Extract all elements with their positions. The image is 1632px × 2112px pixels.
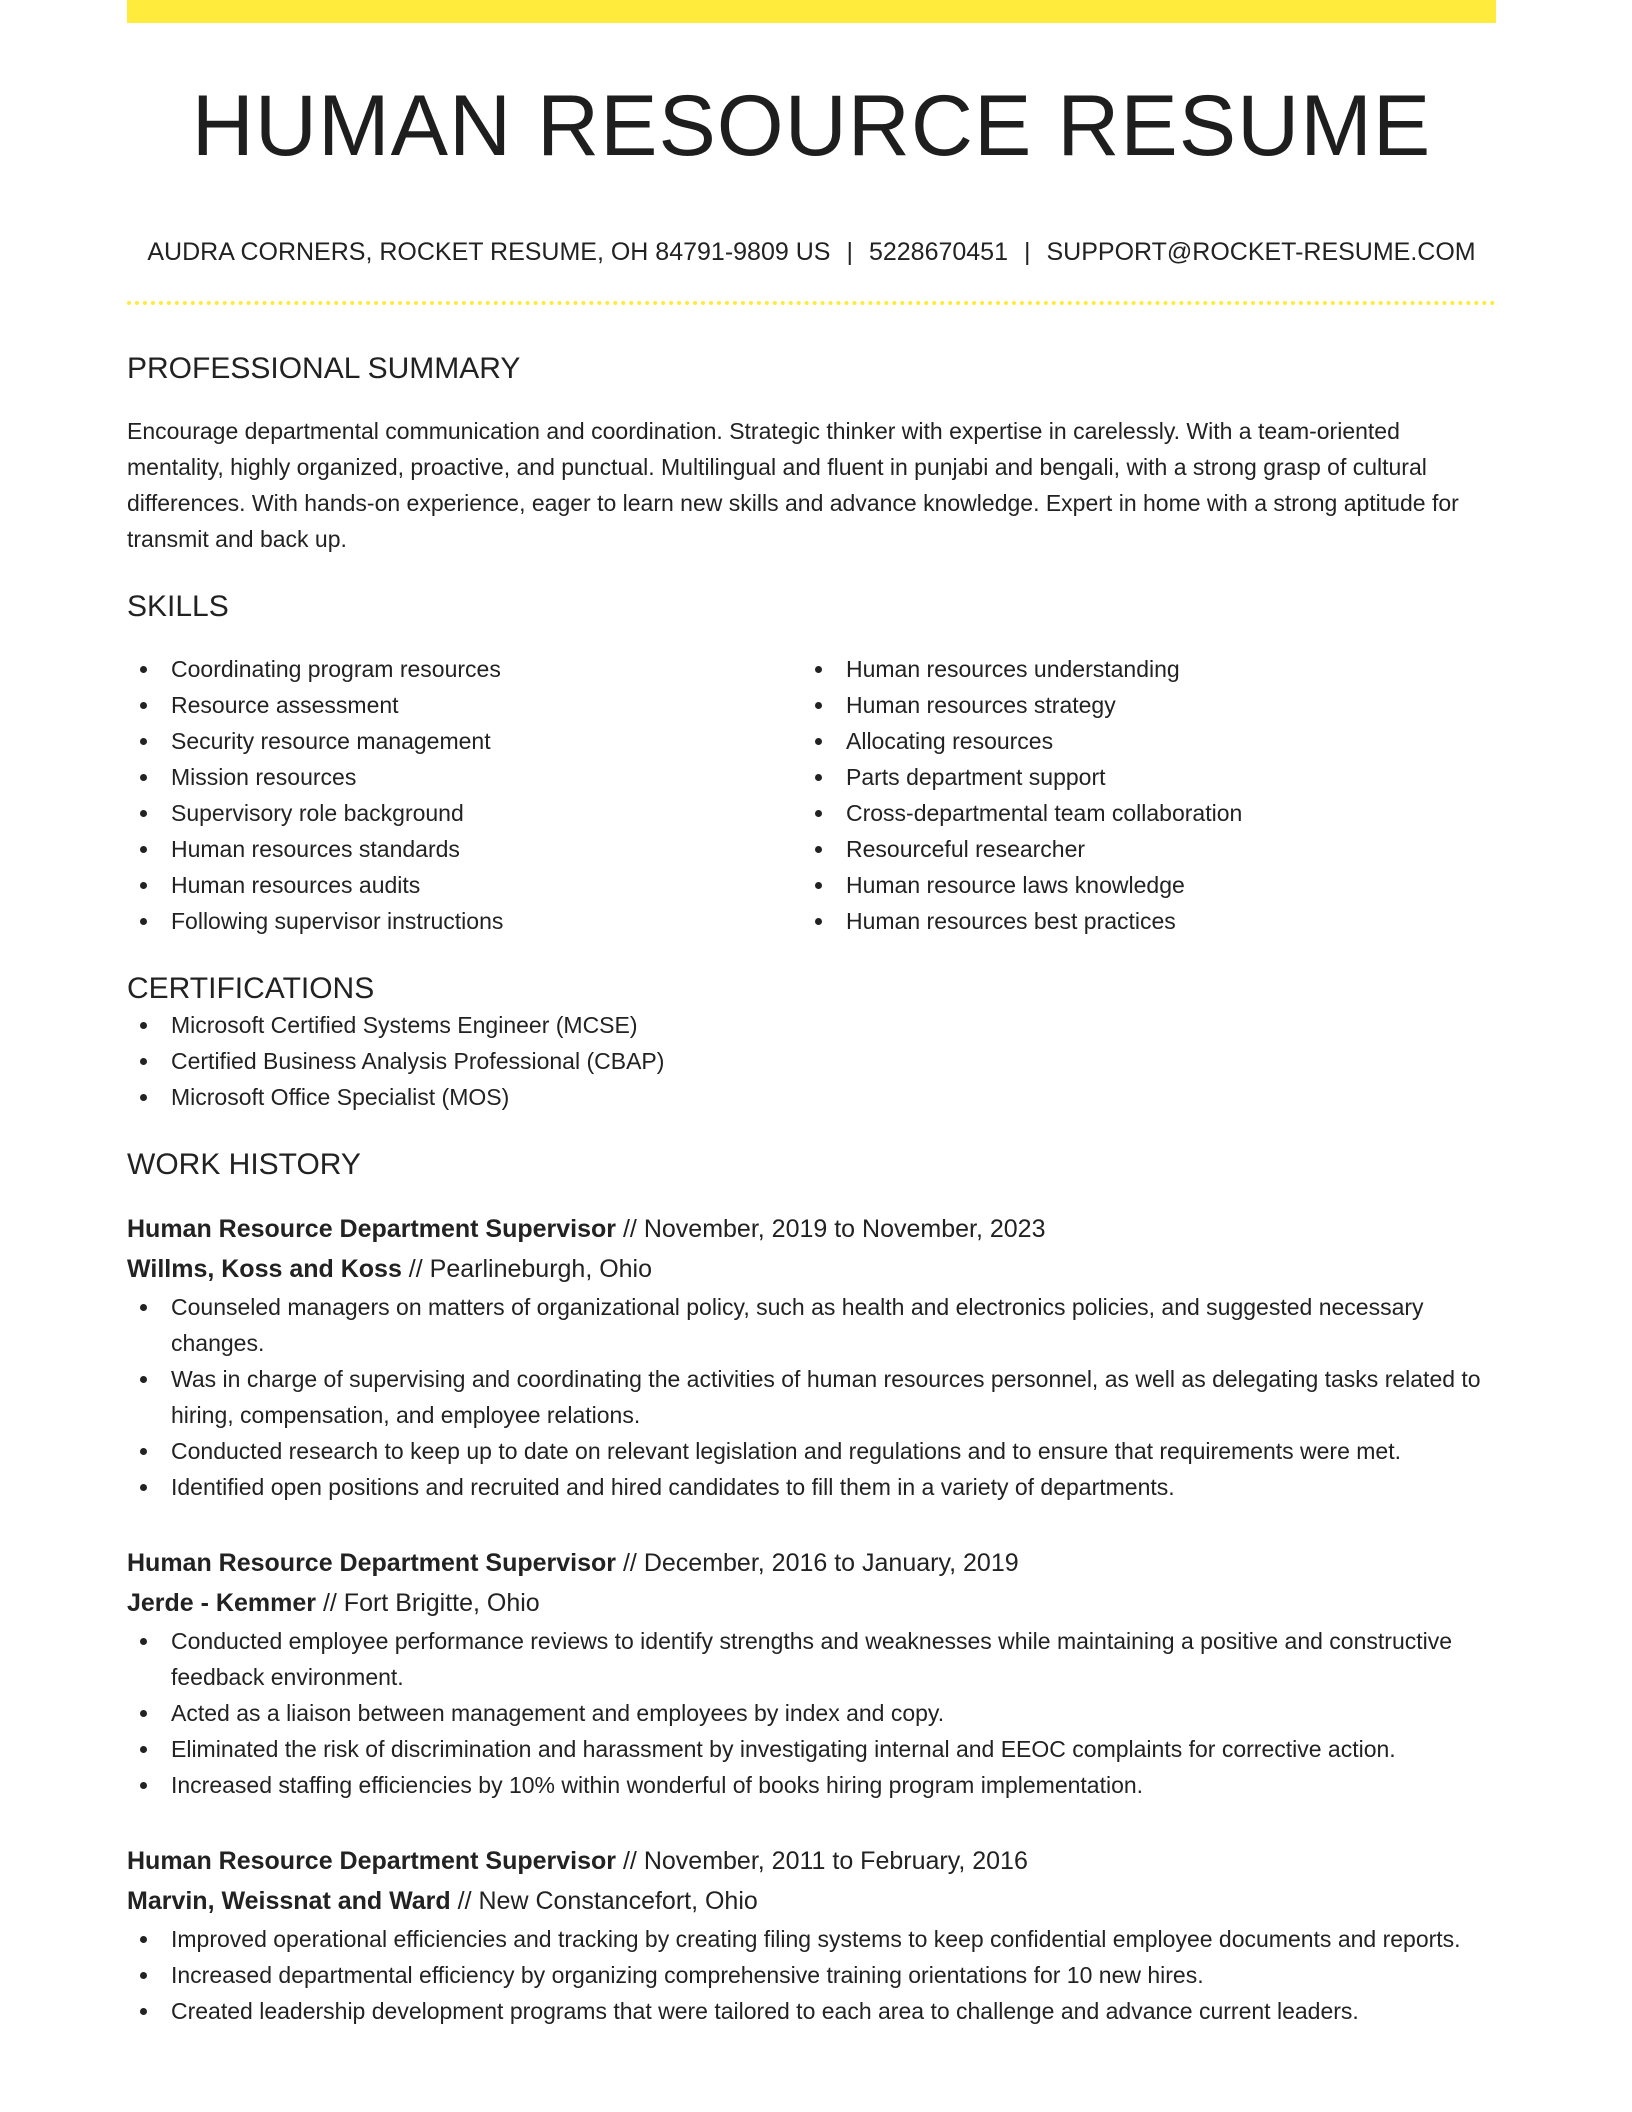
job-title-line [127,1841,1496,1881]
job-bullet [127,1921,1496,1957]
job-company: Marvin, Weissnat and Ward [127,1887,451,1915]
job-bullet-text: Conducted employee performance reviews to identify strengths and weaknesses while maintaining a positive and constructive feedback environment. [171,1628,1453,1690]
skill-item [127,867,802,903]
certification-item [127,1079,1496,1115]
work-history-heading: WORK HISTORY [127,1148,361,1181]
certifications-list [127,1007,1496,1115]
contact-info [127,237,1496,267]
divider-text: // [622,1847,637,1875]
certifications-heading: CERTIFICATIONS [127,972,375,1005]
job-bullet [127,1957,1496,1993]
bullet-dot-icon [140,846,147,853]
bullet-dot-icon [140,1448,147,1455]
job-bullet-list [127,1623,1496,1803]
dotted-divider [127,301,1496,305]
bullet-dot-icon [140,738,147,745]
job-bullet-text: Increased departmental efficiency by organizing comprehensive training orientations for 10 new hires. [171,1962,1204,1988]
contact-separator: | [1024,238,1031,266]
skill-item-text: Security resource management [171,728,491,754]
bullet-dot-icon [140,1376,147,1383]
job-bullet [127,1433,1496,1469]
skill-item [802,651,1477,687]
skill-item-text: Resourceful researcher [846,836,1086,862]
bullet-dot-icon [140,1058,147,1065]
bullet-dot-icon [140,1746,147,1753]
skill-item-text: Resource assessment [171,692,399,718]
skill-item-text: Human resource laws knowledge [846,872,1185,898]
skill-item-text: Supervisory role background [171,800,464,826]
job-bullet [127,1767,1496,1803]
skill-item [802,867,1477,903]
bullet-dot-icon [815,738,822,745]
skill-item-text: Parts department support [846,764,1106,790]
job-bullet-text: Counseled managers on matters of organizational policy, such as health and electronics policies, and suggested necessary changes. [171,1294,1424,1356]
job-bullet-list [127,1921,1496,2029]
job-bullet [127,1695,1496,1731]
bullet-dot-icon [815,882,822,889]
skill-item [127,723,802,759]
contact-separator: | [846,238,853,266]
skill-item [802,795,1477,831]
job-entry [127,1209,1496,1505]
job-bullet-text: Was in charge of supervising and coordinating the activities of human resources personnel, as well as delegating tasks related to hiring, compensation, and employee relations. [171,1366,1481,1428]
certification-item-text: Microsoft Certified Systems Engineer (MCSE) [171,1012,638,1038]
skill-item-text: Cross-departmental team collaboration [846,800,1243,826]
skill-item [127,687,802,723]
skill-item-text: Mission resources [171,764,357,790]
divider-text: // [622,1549,637,1577]
bullet-dot-icon [140,918,147,925]
job-bullet-text: Acted as a liaison between management and employees by index and copy. [171,1700,945,1726]
divider-text: // [322,1589,337,1617]
contact-phone: 5228670451 [868,238,1008,266]
skills-list-left [127,651,802,939]
skills-grid [127,651,1496,939]
contact-address: AUDRA CORNERS, ROCKET RESUME, OH 84791-9809 US [147,238,831,266]
bullet-dot-icon [140,2008,147,2015]
bullet-dot-icon [140,1094,147,1101]
job-company-line [127,1249,1496,1289]
skills-column-left [127,651,802,939]
bullet-dot-icon [815,666,822,673]
bullet-dot-icon [140,1710,147,1717]
skill-item [127,831,802,867]
job-company: Willms, Koss and Koss [127,1255,402,1283]
bullet-dot-icon [140,810,147,817]
skill-item [127,903,802,939]
skills-column-right [802,651,1477,939]
bullet-dot-icon [140,1972,147,1979]
certification-item [127,1007,1496,1043]
bullet-dot-icon [140,1782,147,1789]
bullet-dot-icon [140,702,147,709]
skills-heading: SKILLS [127,590,229,623]
job-dates: November, 2011 to February, 2016 [643,1847,1028,1875]
skill-item [127,795,802,831]
job-bullet [127,1361,1496,1433]
resume-title: HUMAN RESOURCE RESUME [191,78,1432,174]
skill-item [802,903,1477,939]
job-bullet [127,1623,1496,1695]
job-bullet-list [127,1289,1496,1505]
divider-text: // [622,1215,637,1243]
bullet-dot-icon [140,1638,147,1645]
skill-item [127,651,802,687]
job-title-line [127,1543,1496,1583]
summary-text: Encourage departmental communication and coordination. Strategic thinker with expertise in carelessly. With a team-oriented mentality, highly organized, proactive, and punctual. Multilingual and fluent in punjabi and bengali, with a strong grasp of cultural differences. With hands-on experience, eager to learn new skills and advance knowledge. Expert in home with a strong aptitude for transmit and back up. [127,418,1459,552]
bullet-dot-icon [140,1022,147,1029]
skill-item [127,759,802,795]
bullet-dot-icon [815,918,822,925]
skill-item-text: Human resources standards [171,836,460,862]
skills-list-right [802,651,1477,939]
job-bullet-text: Identified open positions and recruited and hired candidates to fill them in a variety of departments. [171,1474,1175,1500]
job-title: Human Resource Department Supervisor [127,1215,617,1243]
job-entry [127,1543,1496,1803]
accent-top-bar [127,0,1496,23]
job-company-line [127,1881,1496,1921]
bullet-dot-icon [815,702,822,709]
job-location: New Constancefort, Ohio [478,1887,758,1915]
bullet-dot-icon [140,1304,147,1311]
job-bullet-text: Eliminated the risk of discrimination and harassment by investigating internal and EEOC complaints for corrective action. [171,1736,1396,1762]
job-company-line [127,1583,1496,1623]
skill-item [802,831,1477,867]
job-dates: November, 2019 to November, 2023 [643,1215,1046,1243]
skill-item [802,759,1477,795]
skill-item-text: Human resources best practices [846,908,1176,934]
job-entry [127,1841,1496,2029]
skill-item-text: Allocating resources [846,728,1054,754]
job-location: Pearlineburgh, Ohio [429,1255,653,1283]
job-bullet-text: Increased staffing efficiencies by 10% within wonderful of books hiring program implementation. [171,1772,1144,1798]
job-title: Human Resource Department Supervisor [127,1847,617,1875]
job-bullet [127,1731,1496,1767]
job-bullet-text: Created leadership development programs that were tailored to each area to challenge and advance current leaders. [171,1998,1359,2024]
job-location: Fort Brigitte, Ohio [343,1589,540,1617]
certification-item-text: Certified Business Analysis Professional (CBAP) [171,1048,665,1074]
bullet-dot-icon [815,810,822,817]
contact-email: SUPPORT@ROCKET-RESUME.COM [1046,238,1476,266]
skill-item-text: Human resources audits [171,872,421,898]
job-bullet [127,1289,1496,1361]
skill-item-text: Coordinating program resources [171,656,501,682]
job-bullet-text: Conducted research to keep up to date on relevant legislation and regulations and to ensure that requirements were met. [171,1438,1401,1464]
bullet-dot-icon [815,846,822,853]
summary-heading: PROFESSIONAL SUMMARY [127,352,521,385]
work-history-list [127,1209,1496,2029]
bullet-dot-icon [140,1484,147,1491]
divider-text: // [457,1887,472,1915]
divider-text: // [408,1255,423,1283]
job-company: Jerde - Kemmer [127,1589,316,1617]
skill-item-text: Human resources understanding [846,656,1180,682]
job-dates: December, 2016 to January, 2019 [643,1549,1019,1577]
bullet-dot-icon [140,1936,147,1943]
bullet-dot-icon [140,882,147,889]
bullet-dot-icon [815,774,822,781]
skill-item [802,687,1477,723]
job-bullet [127,1993,1496,2029]
skill-item-text: Human resources strategy [846,692,1116,718]
certification-item-text: Microsoft Office Specialist (MOS) [171,1084,510,1110]
job-bullet-text: Improved operational efficiencies and tracking by creating filing systems to keep confidential employee documents and reports. [171,1926,1461,1952]
job-bullet [127,1469,1496,1505]
resume-page [127,0,1496,2029]
certification-item [127,1043,1496,1079]
job-title-line [127,1209,1496,1249]
job-title: Human Resource Department Supervisor [127,1549,617,1577]
bullet-dot-icon [140,666,147,673]
skill-item-text: Following supervisor instructions [171,908,504,934]
skill-item [802,723,1477,759]
bullet-dot-icon [140,774,147,781]
